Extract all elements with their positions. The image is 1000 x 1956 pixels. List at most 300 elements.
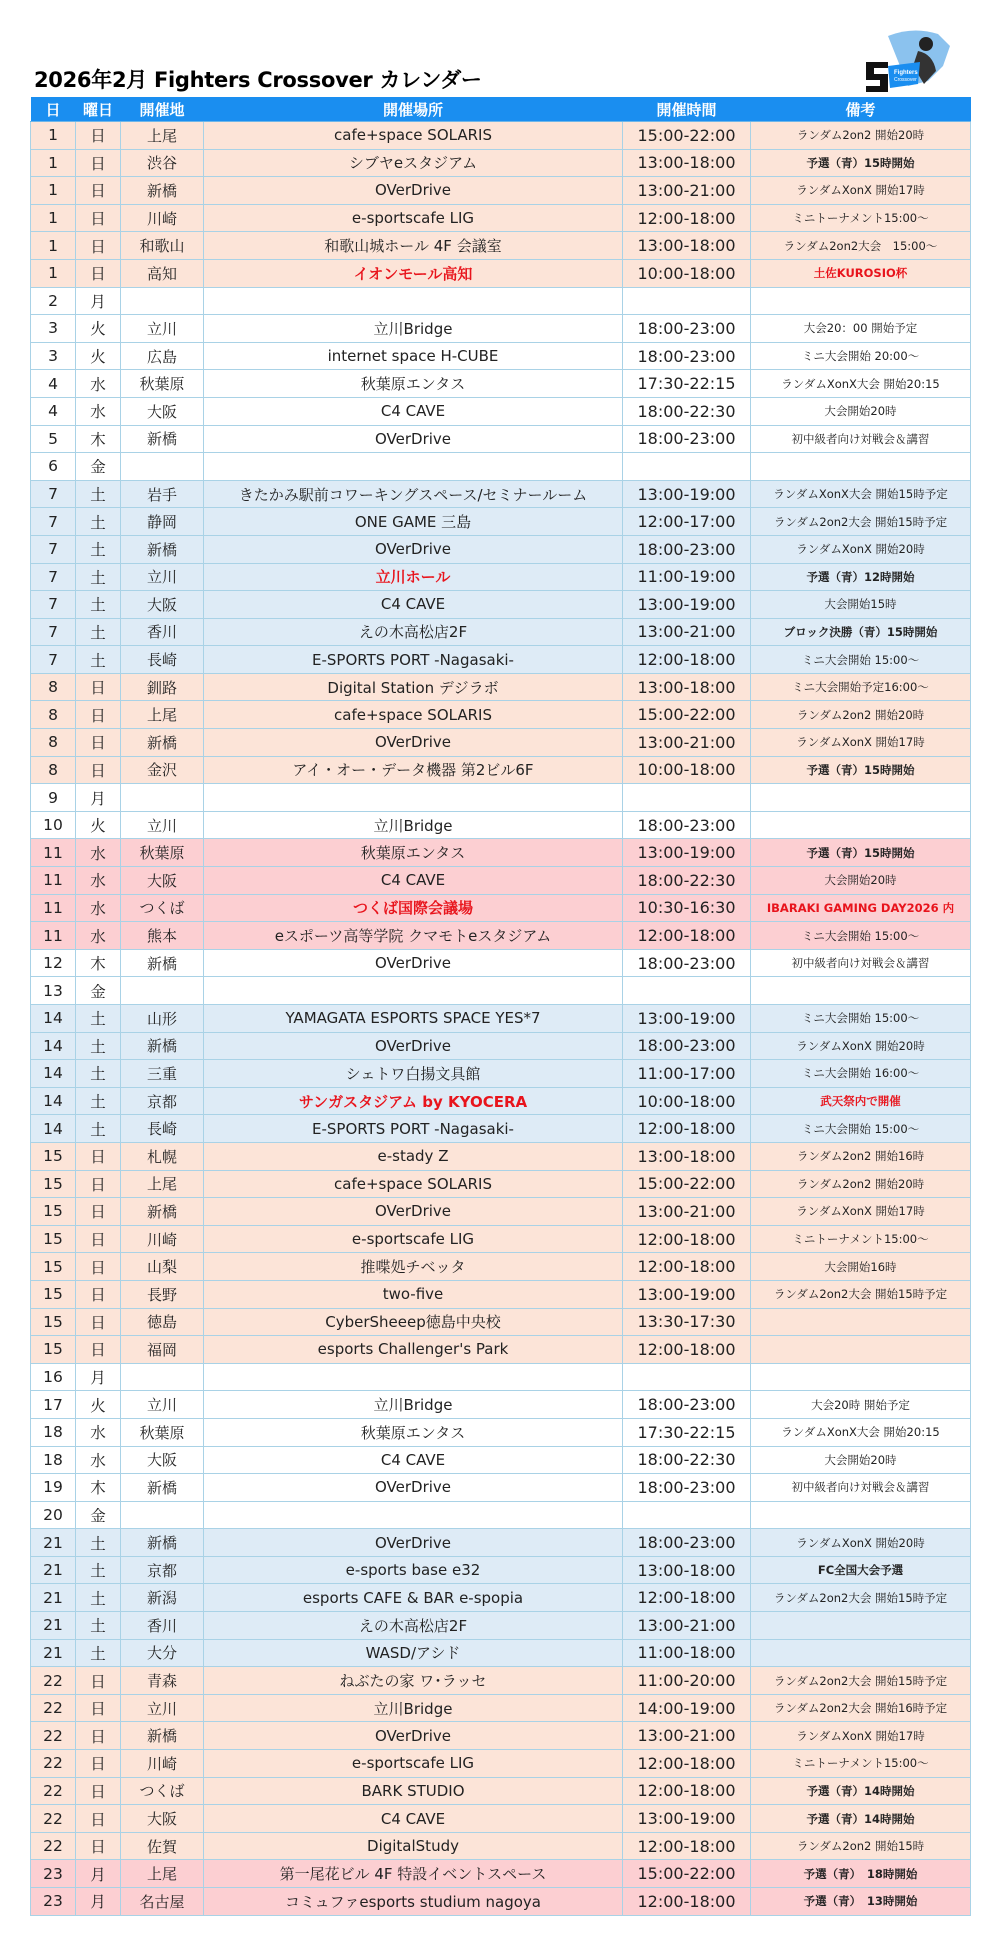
day-cell: 15	[31, 1253, 76, 1281]
table-row	[31, 1087, 971, 1115]
page-title: 2026年2月 Fighters Crossover カレンダー	[34, 68, 482, 92]
time-cell: 18:00-23:00	[623, 1529, 751, 1557]
time-cell: 15:00-22:00	[623, 122, 751, 150]
weekday-cell: 土	[76, 1529, 121, 1557]
notes-cell: 初中級者向け対戦会＆講習	[751, 1474, 971, 1502]
day-cell: 7	[31, 618, 76, 646]
venue-cell	[204, 287, 623, 315]
table-row	[31, 1556, 971, 1584]
city-cell: 立川	[121, 1694, 204, 1722]
venue-cell: C4 CAVE	[204, 1805, 623, 1833]
time-cell: 13:00-21:00	[623, 618, 751, 646]
table-row	[31, 425, 971, 453]
notes-cell: ミニ大会開始 16:00～	[751, 1060, 971, 1088]
day-cell: 1	[31, 232, 76, 260]
table-row	[31, 618, 971, 646]
day-cell: 11	[31, 922, 76, 950]
city-cell: 秋葉原	[121, 1418, 204, 1446]
table-row	[31, 1694, 971, 1722]
city-cell: 川崎	[121, 204, 204, 232]
notes-cell: ミニ大会開始 20:00～	[751, 342, 971, 370]
weekday-cell: 水	[76, 867, 121, 895]
weekday-cell: 日	[76, 1722, 121, 1750]
weekday-cell: 日	[76, 259, 121, 287]
table-row	[31, 1667, 971, 1695]
notes-cell: ランダム2on2 開始20時	[751, 701, 971, 729]
venue-cell	[204, 784, 623, 812]
time-cell: 12:00-18:00	[623, 1584, 751, 1612]
notes-cell: ミニ大会開始 15:00～	[751, 1115, 971, 1143]
city-cell: 秋葉原	[121, 839, 204, 867]
notes-cell: 初中級者向け対戦会＆講習	[751, 949, 971, 977]
weekday-cell: 日	[76, 1170, 121, 1198]
venue-cell: 秋葉原エンタス	[204, 1418, 623, 1446]
weekday-cell: 土	[76, 1005, 121, 1033]
table-row	[31, 1253, 971, 1281]
notes-cell: ランダムXonX 開始20時	[751, 1529, 971, 1557]
notes-cell: ランダム2on2大会 開始15時予定	[751, 508, 971, 536]
notes-cell	[751, 1308, 971, 1336]
weekday-cell: 日	[76, 204, 121, 232]
table-row	[31, 1308, 971, 1336]
table-row	[31, 1446, 971, 1474]
weekday-cell: 水	[76, 1446, 121, 1474]
day-cell: 19	[31, 1474, 76, 1502]
day-cell: 1	[31, 177, 76, 205]
time-cell: 13:00-19:00	[623, 839, 751, 867]
table-row	[31, 1474, 971, 1502]
day-cell: 14	[31, 1087, 76, 1115]
notes-cell: ランダム2on2 開始15時	[751, 1832, 971, 1860]
weekday-cell: 土	[76, 563, 121, 591]
time-cell: 18:00-23:00	[623, 1391, 751, 1419]
notes-cell	[751, 1501, 971, 1529]
notes-cell: 大会開始20時	[751, 397, 971, 425]
day-cell: 8	[31, 701, 76, 729]
time-cell: 13:00-19:00	[623, 1280, 751, 1308]
day-cell: 8	[31, 729, 76, 757]
venue-cell: C4 CAVE	[204, 591, 623, 619]
weekday-cell: 土	[76, 591, 121, 619]
weekday-cell: 土	[76, 480, 121, 508]
time-cell: 14:00-19:00	[623, 1694, 751, 1722]
time-cell: 13:00-21:00	[623, 1198, 751, 1226]
day-cell: 3	[31, 315, 76, 343]
table-row	[31, 204, 971, 232]
venue-cell: 立川Bridge	[204, 315, 623, 343]
table-header-row	[31, 97, 971, 122]
venue-cell: OVerDrive	[204, 729, 623, 757]
notes-cell	[751, 1336, 971, 1364]
weekday-cell: 日	[76, 1750, 121, 1778]
notes-cell: ランダムXonX大会 開始15時予定	[751, 480, 971, 508]
venue-cell: イオンモール高知	[204, 259, 623, 287]
city-cell	[121, 287, 204, 315]
table-row	[31, 1198, 971, 1226]
time-cell: 13:00-19:00	[623, 1005, 751, 1033]
time-cell: 12:00-18:00	[623, 1777, 751, 1805]
table-row	[31, 1170, 971, 1198]
notes-cell: 大会開始20時	[751, 1446, 971, 1474]
venue-cell: BARK STUDIO	[204, 1777, 623, 1805]
time-cell: 12:00-18:00	[623, 1832, 751, 1860]
city-cell: 岩手	[121, 480, 204, 508]
venue-cell: CyberSheeep徳島中央校	[204, 1308, 623, 1336]
city-cell: 山形	[121, 1005, 204, 1033]
time-cell: 18:00-23:00	[623, 949, 751, 977]
time-cell: 10:00-18:00	[623, 756, 751, 784]
time-cell: 13:00-18:00	[623, 232, 751, 260]
day-cell: 4	[31, 397, 76, 425]
weekday-cell: 土	[76, 535, 121, 563]
city-cell: 広島	[121, 342, 204, 370]
city-cell: 立川	[121, 811, 204, 839]
weekday-cell: 日	[76, 1694, 121, 1722]
time-cell: 13:00-18:00	[623, 1142, 751, 1170]
table-row	[31, 591, 971, 619]
day-cell: 14	[31, 1032, 76, 1060]
notes-cell: FC全国大会予選	[751, 1556, 971, 1584]
venue-cell	[204, 1363, 623, 1391]
time-cell: 13:00-18:00	[623, 673, 751, 701]
venue-cell: cafe+space SOLARIS	[204, 1170, 623, 1198]
notes-cell: 土佐KUROSIO杯	[751, 259, 971, 287]
notes-cell: 予選（青）15時開始	[751, 839, 971, 867]
city-cell: 釧路	[121, 673, 204, 701]
day-cell: 22	[31, 1667, 76, 1695]
weekday-cell: 土	[76, 1060, 121, 1088]
weekday-cell: 月	[76, 1363, 121, 1391]
notes-cell: ランダム2on2大会 開始16時予定	[751, 1694, 971, 1722]
table-row	[31, 1722, 971, 1750]
table-row	[31, 1005, 971, 1033]
table-row	[31, 1805, 971, 1833]
venue-cell: 立川ホール	[204, 563, 623, 591]
venue-cell: C4 CAVE	[204, 1446, 623, 1474]
time-cell: 18:00-23:00	[623, 425, 751, 453]
city-cell: 香川	[121, 1612, 204, 1640]
day-cell: 7	[31, 535, 76, 563]
weekday-cell: 日	[76, 1667, 121, 1695]
city-cell: 三重	[121, 1060, 204, 1088]
day-cell: 10	[31, 811, 76, 839]
table-row	[31, 287, 971, 315]
notes-cell: IBARAKI GAMING DAY2026 内	[751, 894, 971, 922]
table-row	[31, 839, 971, 867]
weekday-cell: 土	[76, 618, 121, 646]
city-cell	[121, 1363, 204, 1391]
table-row	[31, 259, 971, 287]
weekday-cell: 日	[76, 1832, 121, 1860]
city-cell: 立川	[121, 1391, 204, 1419]
day-cell: 15	[31, 1198, 76, 1226]
day-cell: 22	[31, 1694, 76, 1722]
svg-text:Fighters: Fighters	[894, 70, 918, 76]
weekday-cell: 月	[76, 784, 121, 812]
day-cell: 12	[31, 949, 76, 977]
notes-cell: ランダム2on2 開始16時	[751, 1142, 971, 1170]
city-cell: 新橋	[121, 425, 204, 453]
weekday-cell: 水	[76, 894, 121, 922]
city-cell: 新橋	[121, 1529, 204, 1557]
weekday-cell: 木	[76, 949, 121, 977]
notes-cell: ミニ大会開始 15:00～	[751, 646, 971, 674]
day-cell: 15	[31, 1280, 76, 1308]
weekday-cell: 水	[76, 1418, 121, 1446]
table-row	[31, 729, 971, 757]
notes-cell: 大会20：00 開始予定	[751, 315, 971, 343]
time-cell: 13:00-19:00	[623, 591, 751, 619]
city-cell	[121, 784, 204, 812]
weekday-cell: 木	[76, 425, 121, 453]
city-cell: 大阪	[121, 867, 204, 895]
weekday-cell: 土	[76, 1032, 121, 1060]
city-cell: 新潟	[121, 1584, 204, 1612]
day-cell: 1	[31, 204, 76, 232]
city-cell: 京都	[121, 1556, 204, 1584]
time-cell: 15:00-22:00	[623, 1170, 751, 1198]
notes-cell: ランダムXonX大会 開始20:15	[751, 1418, 971, 1446]
time-cell: 11:00-18:00	[623, 1639, 751, 1667]
table-row	[31, 397, 971, 425]
notes-cell: ミニトーナメント15:00～	[751, 204, 971, 232]
venue-cell: OVerDrive	[204, 1032, 623, 1060]
city-cell: 山梨	[121, 1253, 204, 1281]
weekday-cell: 火	[76, 811, 121, 839]
notes-cell	[751, 453, 971, 481]
table-row	[31, 1391, 971, 1419]
weekday-cell: 水	[76, 922, 121, 950]
notes-cell: ランダム2on2 開始20時	[751, 122, 971, 150]
venue-cell: esports Challenger's Park	[204, 1336, 623, 1364]
venue-cell: ねぶたの家 ワ･ラッセ	[204, 1667, 623, 1695]
day-cell: 6	[31, 453, 76, 481]
day-cell: 2	[31, 287, 76, 315]
notes-cell: ランダムXonX 開始17時	[751, 1722, 971, 1750]
notes-cell: ランダム2on2大会 開始15時予定	[751, 1584, 971, 1612]
venue-cell: esports CAFE & BAR e-spopia	[204, 1584, 623, 1612]
city-cell: 上尾	[121, 1860, 204, 1888]
table-row	[31, 1363, 971, 1391]
city-cell: 新橋	[121, 729, 204, 757]
day-cell: 16	[31, 1363, 76, 1391]
day-cell: 1	[31, 149, 76, 177]
venue-cell: e-sportscafe LIG	[204, 1750, 623, 1778]
day-cell: 20	[31, 1501, 76, 1529]
header-venue: 開催場所	[204, 97, 623, 122]
venue-cell: OVerDrive	[204, 1198, 623, 1226]
venue-cell: C4 CAVE	[204, 867, 623, 895]
venue-cell: e-sports base e32	[204, 1556, 623, 1584]
notes-cell: ランダムXonX 開始17時	[751, 729, 971, 757]
city-cell: つくば	[121, 1777, 204, 1805]
venue-cell	[204, 977, 623, 1005]
table-row	[31, 784, 971, 812]
day-cell: 17	[31, 1391, 76, 1419]
notes-cell	[751, 1639, 971, 1667]
city-cell: 高知	[121, 259, 204, 287]
table-row	[31, 1612, 971, 1640]
weekday-cell: 日	[76, 1225, 121, 1253]
table-row	[31, 867, 971, 895]
notes-cell: ランダムXonX大会 開始20:15	[751, 370, 971, 398]
weekday-cell: 土	[76, 1639, 121, 1667]
venue-cell: WASD/アシド	[204, 1639, 623, 1667]
notes-cell	[751, 1363, 971, 1391]
venue-cell: two-five	[204, 1280, 623, 1308]
notes-cell: ランダム2on2 開始20時	[751, 1170, 971, 1198]
weekday-cell: 水	[76, 839, 121, 867]
notes-cell: ミニ大会開始 15:00～	[751, 922, 971, 950]
table-row	[31, 811, 971, 839]
city-cell	[121, 977, 204, 1005]
time-cell: 13:00-19:00	[623, 1805, 751, 1833]
time-cell: 13:00-21:00	[623, 177, 751, 205]
weekday-cell: 火	[76, 315, 121, 343]
table-row	[31, 315, 971, 343]
venue-cell: OVerDrive	[204, 1474, 623, 1502]
weekday-cell: 土	[76, 646, 121, 674]
weekday-cell: 土	[76, 1556, 121, 1584]
notes-cell: 初中級者向け対戦会＆講習	[751, 425, 971, 453]
city-cell: 青森	[121, 1667, 204, 1695]
city-cell: 上尾	[121, 122, 204, 150]
venue-cell: シェトワ白揚文具館	[204, 1060, 623, 1088]
time-cell: 18:00-23:00	[623, 1474, 751, 1502]
time-cell	[623, 287, 751, 315]
venue-cell: e-stady Z	[204, 1142, 623, 1170]
header-weekday: 曜日	[76, 97, 121, 122]
weekday-cell: 日	[76, 1142, 121, 1170]
city-cell: 大分	[121, 1639, 204, 1667]
day-cell: 22	[31, 1805, 76, 1833]
notes-cell: 予選（青） 13時開始	[751, 1888, 971, 1916]
venue-cell: えの木高松店2F	[204, 618, 623, 646]
venue-cell: C4 CAVE	[204, 397, 623, 425]
city-cell: つくば	[121, 894, 204, 922]
time-cell: 12:00-18:00	[623, 1253, 751, 1281]
time-cell	[623, 1363, 751, 1391]
notes-cell: 武天祭内で開催	[751, 1087, 971, 1115]
venue-cell: e-sportscafe LIG	[204, 1225, 623, 1253]
venue-cell: 秋葉原エンタス	[204, 839, 623, 867]
venue-cell: ONE GAME 三島	[204, 508, 623, 536]
venue-cell: 立川Bridge	[204, 811, 623, 839]
notes-cell: 予選（青）15時開始	[751, 756, 971, 784]
notes-cell: ミニトーナメント15:00～	[751, 1750, 971, 1778]
weekday-cell: 金	[76, 1501, 121, 1529]
table-row	[31, 1280, 971, 1308]
city-cell: 新橋	[121, 535, 204, 563]
table-row	[31, 563, 971, 591]
notes-cell	[751, 784, 971, 812]
venue-cell: コミュファesports studium nagoya	[204, 1888, 623, 1916]
calendar-table	[30, 97, 971, 1916]
time-cell: 18:00-23:00	[623, 811, 751, 839]
day-cell: 13	[31, 977, 76, 1005]
city-cell: 徳島	[121, 1308, 204, 1336]
venue-cell: OVerDrive	[204, 1722, 623, 1750]
city-cell: 立川	[121, 563, 204, 591]
city-cell: 渋谷	[121, 149, 204, 177]
day-cell: 5	[31, 425, 76, 453]
venue-cell: eスポーツ高等学院 クマモトeスタジアム	[204, 922, 623, 950]
weekday-cell: 木	[76, 1474, 121, 1502]
venue-cell: サンガスタジアム by KYOCERA	[204, 1087, 623, 1115]
venue-cell: 和歌山城ホール 4F 会議室	[204, 232, 623, 260]
time-cell: 13:00-19:00	[623, 480, 751, 508]
weekday-cell: 土	[76, 1087, 121, 1115]
table-row	[31, 922, 971, 950]
city-cell: 新橋	[121, 1474, 204, 1502]
city-cell: 秋葉原	[121, 370, 204, 398]
notes-cell: 予選（青）14時開始	[751, 1777, 971, 1805]
table-row	[31, 1225, 971, 1253]
table-row	[31, 370, 971, 398]
weekday-cell: 日	[76, 729, 121, 757]
city-cell: 上尾	[121, 1170, 204, 1198]
day-cell: 11	[31, 839, 76, 867]
weekday-cell: 火	[76, 342, 121, 370]
time-cell: 10:30-16:30	[623, 894, 751, 922]
venue-cell: OVerDrive	[204, 1529, 623, 1557]
notes-cell: 予選（青）15時開始	[751, 149, 971, 177]
weekday-cell: 月	[76, 1860, 121, 1888]
table-row	[31, 1142, 971, 1170]
city-cell: 金沢	[121, 756, 204, 784]
table-row	[31, 701, 971, 729]
venue-cell: 秋葉原エンタス	[204, 370, 623, 398]
time-cell: 13:00-21:00	[623, 729, 751, 757]
city-cell: 大阪	[121, 1805, 204, 1833]
day-cell: 7	[31, 508, 76, 536]
time-cell: 11:00-19:00	[623, 563, 751, 591]
time-cell: 13:00-21:00	[623, 1612, 751, 1640]
table-row	[31, 646, 971, 674]
venue-cell: 推喋処チベッタ	[204, 1253, 623, 1281]
time-cell: 13:30-17:30	[623, 1308, 751, 1336]
svg-text:Crossover: Crossover	[894, 77, 917, 83]
venue-cell: つくば国際会議場	[204, 894, 623, 922]
table-row	[31, 1336, 971, 1364]
table-row	[31, 535, 971, 563]
day-cell: 11	[31, 867, 76, 895]
notes-cell: ランダムXonX 開始17時	[751, 1198, 971, 1226]
time-cell: 12:00-18:00	[623, 1336, 751, 1364]
day-cell: 23	[31, 1860, 76, 1888]
table-row	[31, 1777, 971, 1805]
day-cell: 15	[31, 1308, 76, 1336]
time-cell	[623, 453, 751, 481]
time-cell: 13:00-21:00	[623, 1722, 751, 1750]
notes-cell: ミニトーナメント15:00～	[751, 1225, 971, 1253]
city-cell: 新橋	[121, 1722, 204, 1750]
weekday-cell: 日	[76, 1253, 121, 1281]
notes-cell: ミニ大会開始 15:00～	[751, 1005, 971, 1033]
weekday-cell: 日	[76, 1198, 121, 1226]
city-cell: 福岡	[121, 1336, 204, 1364]
time-cell: 12:00-18:00	[623, 922, 751, 950]
city-cell	[121, 453, 204, 481]
notes-cell: 予選（青）12時開始	[751, 563, 971, 591]
weekday-cell: 日	[76, 756, 121, 784]
time-cell: 18:00-23:00	[623, 1032, 751, 1060]
notes-cell: ランダム2on2大会 開始15時予定	[751, 1280, 971, 1308]
time-cell: 13:00-18:00	[623, 1556, 751, 1584]
venue-cell: e-sportscafe LIG	[204, 204, 623, 232]
weekday-cell: 土	[76, 1115, 121, 1143]
time-cell	[623, 1501, 751, 1529]
